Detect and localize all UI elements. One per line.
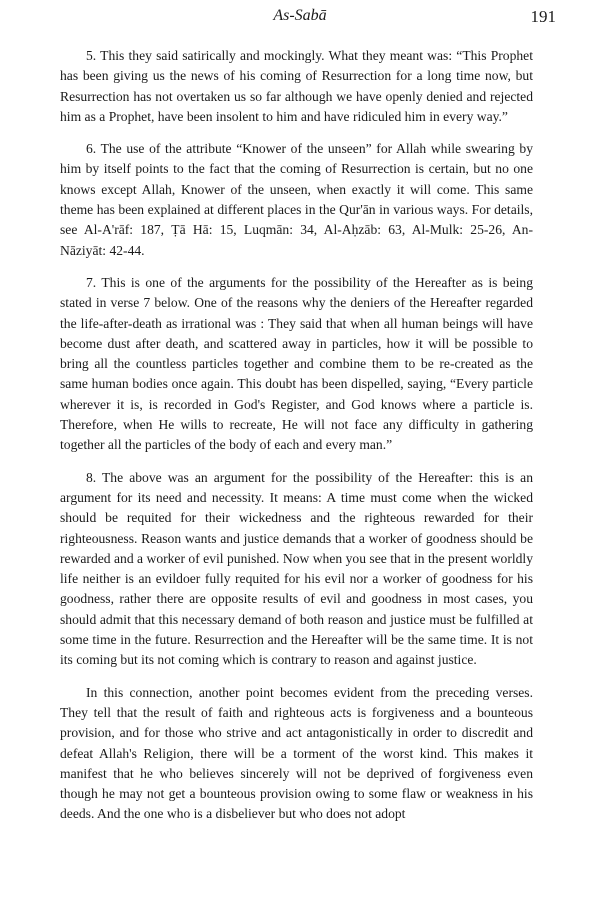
running-title: As-Sabā [273, 7, 327, 24]
note-paragraph-6: 6. The use of the attribute “Knower of the unseen” for Allah while swearing by him by itself points to the fact that the coming of Resurrection is certain, but no one knows except Allah, Knower of the unseen, when exactly it will come. This same theme has been explained at different places in the Qur'ān in various ways. For details, see Al-A'rāf: 187, Ṭā Hā: 15, Luqmān: 34, Al-Aḥzāb: 63, Al-Mulk: 25-26, An-Nāziyāt: 42-44. [60, 141, 533, 258]
note-paragraph-8: 8. The above was an argument for the possibility of the Hereafter: this is an argument for its need and necessity. It means: A time must come when the wicked should be requited for their wickedness and the righteous rewarded for their righteousness. Reason wants and justice demands that a worker of goodness should be rewarded and a worker of evil punished. Now when you see that in the present worldly life neither is an evildoer fully requited for his evil nor a worker of goodness for his goodness, rather there are opposite results of evil and goodness in most cases, you should admit that this necessary demand of both reason and justice must be fulfilled at some time in the future. Resurrection and the Hereafter will be the same time. It is not its coming but its not coming which is contrary to reason and against justice. [60, 469, 533, 668]
continuation-paragraph: In this connection, another point becomes evident from the preceding verses. They tell that the result of faith and righteous acts is forgiveness and a bounteous provision, and for those who strive and act antagonistically in order to discredit and defeat Allah's Religion, there will be a torment of the worst kind. This makes it manifest that he who believes sincerely will not be deprived of forgiveness even though he may not get a bounteous provision owing to some flaw or weakness in his deeds. And the one who is a disbeliever but who does not adopt [60, 684, 533, 822]
note-paragraph-5: 5. This they said satirically and mockingly. What they meant was: “This Prophet has been giving us the news of his coming of Resurrection for a long time now, but Resurrection has not overtaken us so far although we have openly denied and rejected him as a Prophet, have been insolent to him and have ridiculed him in every way.” [60, 48, 533, 124]
page-header [0, 5, 600, 31]
note-paragraph-7: 7. This is one of the arguments for the possibility of the Hereafter as is being stated in verse 7 below. One of the reasons why the deniers of the Hereafter regarded the life-after-death as irrational was : They said that when all human beings will have become dust after death, and scattered away in particles, how it will be possible to bring all the countless particles together and combine them to be re-created as the same human bodies once again. This doubt has been dispelled, saying, “Every particle wherever it is, is recorded in God's Register, and God knows where a particle is. Therefore, when He wills to recreate, He will not face any difficulty in gathering together all the particles of the body of each and every man.” [60, 274, 533, 453]
page-number: 191 [530, 7, 556, 26]
body-text [60, 46, 533, 837]
